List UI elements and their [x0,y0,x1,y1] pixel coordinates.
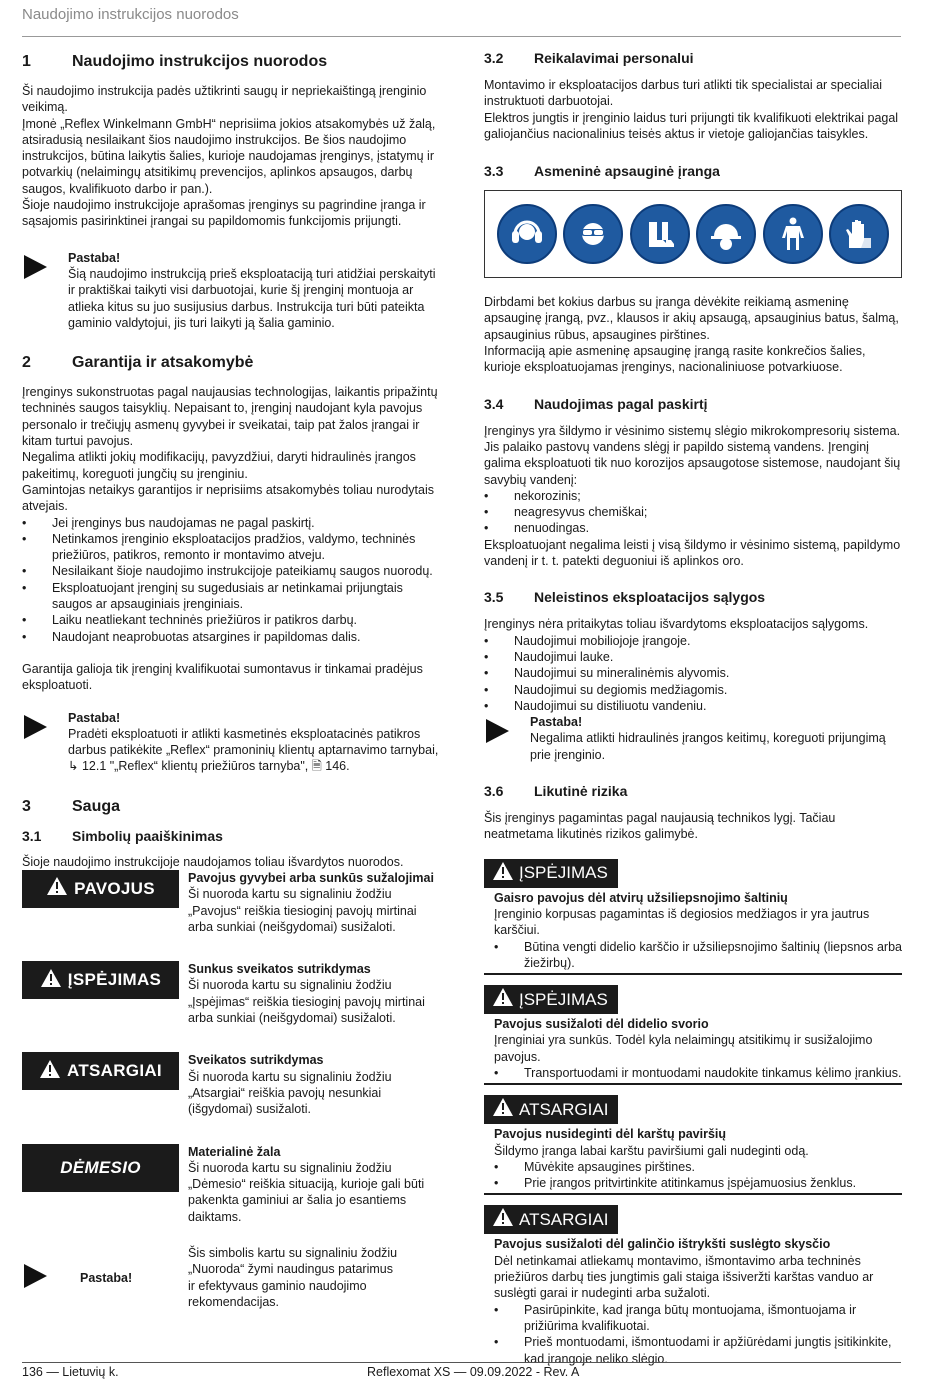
warning-text: Šildymo įranga labai karštu paviršiumi gali nudeginti odą. [494,1143,809,1158]
list-item: • Naudojimui su mineralinėmis alyvomis. [484,665,902,681]
warning-signal-box [484,859,618,888]
list-item: • Būtina vengti didelio karščio ir užsiliepsnojimo šaltinių (liepsnos arba žiežirbų). [494,939,902,972]
list-item: • Prie įrangos pritvirtinkite atitinkamus įspėjamuosius ženklus. [494,1175,902,1191]
signal-label-box [22,961,179,999]
document-version: Reflexomat XS — 09.09.2022 - Rev. A [367,1365,580,1379]
header-rule [22,36,901,37]
warning-rule [484,1083,902,1085]
list-item: • Transportuodami ir montuodami naudokite tinkamus kėlimo įrankius. [494,1065,902,1081]
warning-measures [494,1302,902,1367]
protective-clothing-icon [763,204,823,264]
section-number: 3.4 [484,395,504,412]
warning-triangle-icon [39,1059,61,1084]
section-3-heading [22,797,440,817]
paragraph: Ši naudojimo instrukcija padės užtikrinti saugų ir nepriekaištingą įrenginio veikimą. [22,84,427,115]
water-properties-list [484,488,902,537]
list-item: • Nesilaikant šioje naudojimo instrukcijoje pateikiamų saugos nuorodų. [22,563,440,579]
section-title: Asmeninė apsauginė įranga [534,163,720,180]
paragraph: Šioje naudojimo instrukcijoje naudojamos toliau išvardytos nuorodos. [22,854,404,869]
signal-word: ATSARGIAI [67,1061,162,1081]
list-item: • Mūvėkite apsaugines pirštines. [494,1159,902,1175]
page-number: 136 — Lietuvių k. [22,1365,119,1379]
note-text: Negalima atlikti hidraulinės įrangos keitimų, koreguoti prijungimą prie įrenginio. [530,731,886,762]
signal-label-box [22,1052,179,1090]
signal-label-box [22,870,179,908]
note-label-cell [22,1245,188,1310]
section-3-1-heading [22,827,440,845]
section-title: Neleistinos eksploatacijos sąlygos [534,589,766,606]
note-text: Šis simbolis kartu su signaliniu žodžiu „Nuoroda“ žymi naudingus patarimus ir efektyvaus gaminio naudojimo rekomendacijas. [188,1246,398,1309]
paragraph: Šioje naudojimo instrukcijoje aprašomas įrenginys su pagrindine įranga ir sąsajomis pasirinktinei įrangai su papildomomis funkcijomis prijungti. [22,198,426,229]
paragraph: Gamintojas netaikys garantijos ir neprisiims atsakomybės toliau nurodytais atvejais. [22,482,434,514]
helmet-icon [696,204,756,264]
signal-word: ATSARGIAI [519,1209,609,1229]
list-item: • Naudojimui su degiomis medžiagomis. [484,682,902,698]
signal-title: Materialinė žala [188,1144,281,1159]
warning-triangle-icon [40,968,62,993]
warning-triangle-icon [492,861,514,886]
running-header: Naudojimo instrukcijos nuorodos [22,6,239,23]
list-item: • neagresyvus chemiškai; [484,504,902,520]
caution-block [484,1205,902,1366]
section-number: 3.3 [484,163,504,180]
section-1-heading [22,52,440,72]
note-title: Pastaba! [68,710,121,725]
section-number: 3.2 [484,50,504,66]
left-column [22,44,440,1310]
section-2-heading [22,353,440,373]
warning-title: Pavojus susižaloti dėl didelio svorio [494,1017,709,1032]
right-column [484,44,902,1367]
note-arrow-icon [22,250,68,331]
warning-block [484,859,902,975]
warning-measures [494,1065,902,1081]
paragraph: Negalima atlikti jokių modifikacijų, pavyzdžiui, daryti hidraulinės įrangos pakeitimų, koreguoti jungčių su įrenginiu. [22,450,416,481]
section-number: 3.5 [484,589,504,606]
note-title: Pastaba! [530,715,583,730]
note-title: Pastaba! [68,250,121,265]
paragraph: Eksploatuojant negalima leisti į visą šildymo ir vėsinimo sistemą, papildymo vandenį ir t. t. patekti deguoniui iš aplinkos oro. [484,537,901,569]
warning-signal-box [484,985,618,1014]
signal-row-note [22,1245,440,1310]
list-item: • Naudojimui lauke. [484,649,902,665]
warning-title: Pavojus susižaloti dėl galinčio ištrykšti suslėgto skysčio [494,1237,831,1252]
warning-triangle-icon [46,876,68,901]
section-number: 1 [22,53,31,70]
section-title: Naudojimas pagal paskirtį [534,395,708,412]
section-title: Simbolių paaiškinimas [72,827,223,844]
section-title: Reikalavimai personalui [534,50,694,66]
warning-measures [494,1159,902,1192]
paragraph: Įrenginys nėra pritaikytas toliau išvardytoms eksploatacijos sąlygoms. [484,617,869,632]
section-3-2-heading [484,49,902,67]
warning-title: Pavojus nusideginti dėl karštų paviršių [494,1127,727,1142]
warning-text: Dėl netinkamai atliekamų montavimo, išmontavimo arba techninės priežiūros darbų ties jungtimis gali staiga išsiveržti karštas vanduo ar suslėgti garai ir nudeginti arba sužaloti. [494,1253,874,1301]
paragraph: Informaciją apie asmeninę apsauginę įrangą rasite konkrečios šalies, kurioje eksploatuojamas įrenginys, nacionaliniuose potvarkiuose. [484,344,866,375]
warning-triangle-icon [492,1207,514,1232]
list-item: • Naudojimui su distiliuotu vandeniu. [484,698,902,714]
list-item: • Naudojimui mobiliojoje įrangoje. [484,633,902,649]
signal-text: Ši nuoroda kartu su signaliniu žodžiu „Dėmesio“ reiškia situaciją, kurioje gali būti pakenkta gaminiui ar šalia jo esantiems daiktams. [188,1160,425,1224]
note-block [484,714,902,763]
safety-boots-icon [630,204,690,264]
signal-word: DĖMESIO [60,1157,141,1177]
signal-row-caution [22,1052,440,1117]
section-3-6-heading [484,782,902,800]
section-number: 3.1 [22,827,42,844]
signal-word: ĮSPĖJIMAS [519,863,608,883]
section-title: Naudojimo instrukcijos nuorodos [72,53,328,70]
liability-list [22,515,440,645]
warning-block [484,985,902,1085]
signal-text: Ši nuoroda kartu su signaliniu žodžiu „Atsargiai“ reiškia pavojų nesunkiai (išgydomai) susižaloti. [188,1069,392,1117]
caution-signal-box [484,1205,618,1234]
section-3-4-heading [484,395,902,413]
section-title: Likutinė rizika [534,783,628,800]
note-block [22,250,440,331]
signal-text: Ši nuoroda kartu su signaliniu žodžiu „Pavojus“ reiškia tiesioginį pavojų mirtinai arba sunkiai (neišgydomai) susižaloti. [188,887,417,934]
paragraph: Elektros jungtis ir įrenginio laidus turi prijungti tik kvalifikuoti elektrikai pagal galiojančius nacionalinius teisės aktus ir vietoje galiojančias taisykles. [484,110,899,141]
warning-triangle-icon [492,987,514,1012]
list-item: • Prieš montuodami, išmontuodami ir apžiūrėdami jungtis įsitikinkite, kad įrangoje neliko slėgio. [494,1334,902,1367]
prohibited-conditions-list [484,633,902,714]
paragraph: Dirbdami bet kokius darbus su įranga dėvėkite reikiamą asmeninę apsauginę įrangą, pvz., klausos ir akių apsaugą, apsauginius batus, šalmą, apsauginius rūbus, apsaugines pirštines. [484,295,899,342]
list-item: • Jei įrenginys bus naudojamas ne pagal paskirtį. [22,515,440,531]
warning-rule [484,973,902,975]
ppe-pictogram-strip [484,190,902,278]
list-item: • nenuodingas. [484,520,902,536]
section-3-3-heading [484,162,902,180]
warning-title: Gaisro pavojus dėl atvirų užsiliepsnojimo šaltinių [494,890,788,905]
section-3-5-heading [484,588,902,606]
list-item: • Netinkamos įrenginio eksploatacijos pradžios, valdymo, techninės priežiūros, patikros, remonto ir montavimo atveju. [22,531,440,564]
section-title: Garantija ir atsakomybė [72,354,254,372]
ear-protection-icon [497,204,557,264]
paragraph: Įrenginys sukonstruotas pagal naujausias technologijas, laikantis pripažintų techninės saugos taisyklių. Nepaisant to, įrenginį naudojant kyla pavojus personalo ir trečiųjų asmenų gyvybei ir sveikatai, taip pat žalos įrangai ir kitam turtui pavojus. [22,385,438,449]
caution-block [484,1095,902,1195]
paragraph: Šis įrenginys pagamintas pagal naujausią technikos lygį. Tačiau neatmetama likutinės rizikos galimybė. [484,811,836,842]
note-arrow-icon [22,1263,48,1292]
signal-word: ATSARGIAI [519,1099,609,1119]
signal-row-danger [22,870,440,935]
signal-row-warning [22,961,440,1026]
section-number: 3 [22,797,31,815]
note-text: Pradėti eksploatuoti ir atlikti kasmetinės eksploatacinės patikros darbus patikėkite „Reflex“ pramoninių klientų aptarnavimo tarnybai, ↳ 12.1 "„Reflex“ klientų priežiūros tarnyba", 🗎 146. [68,726,439,774]
list-item: • Laiku neatliekant techninės priežiūros ir patikros darbų. [22,612,440,628]
warning-rule [484,1193,902,1195]
warning-measures [494,939,902,972]
list-item: • Naudojant neaprobuotas atsargines ir papildomas dalis. [22,629,440,645]
section-number: 2 [22,354,31,372]
paragraph: Montavimo ir eksploatacijos darbus turi atlikti tik specialistai ar specialiai instruktuoti darbuotojai. [484,78,883,109]
signal-title: Pavojus gyvybei arba sunkūs sužalojimai [188,870,434,885]
note-arrow-icon [22,710,68,775]
note-block [22,710,440,775]
eye-protection-icon [563,204,623,264]
paragraph: Įrenginys yra šildymo ir vėsinimo sistemų slėgio mikrokompresorių sistema. Jis palaiko pastovų vandens slėgį ir papildo sistemą vandens. Įrenginį galima eksploatuoti tik nuo korozijos apsaugotose sistemose, naudojant šių savybių vandenį: [484,423,901,487]
signal-word: ĮSPĖJIMAS [67,970,162,990]
gloves-icon [829,204,889,264]
warning-text: Įrenginiai yra sunkūs. Todėl kyla nelaimingų atsitikimų ir susižalojimo pavojus. [494,1033,873,1064]
warning-triangle-icon [492,1097,514,1122]
caution-signal-box [484,1095,618,1124]
signal-row-notice [22,1144,440,1225]
warning-text: Įrenginio korpusas pagamintas iš degiosios medžiagos ir yra jautrus karščiui. [494,906,870,938]
list-item: • nekorozinis; [484,488,902,504]
footer-rule [22,1362,901,1363]
section-number: 3.6 [484,783,504,800]
section-title: Sauga [72,797,121,815]
note-label: Pastaba! [80,1270,133,1285]
signal-word: PAVOJUS [74,878,155,898]
paragraph: Garantija galioja tik įrenginį kvalifikuotai sumontavus ir tinkamai pradėjus eksploatuoti. [22,661,423,693]
note-arrow-icon [484,714,530,763]
list-item: • Pasirūpinkite, kad įranga būtų montuojama, išmontuojama ir prižiūrima kvalifikuotai. [494,1302,902,1335]
signal-text: Ši nuoroda kartu su signaliniu žodžiu „Įspėjimas“ reiškia tiesioginį pavojų mirtinai arba sunkiai (neišgydomai) susižaloti. [188,978,425,1026]
signal-title: Sveikatos sutrikdymas [188,1053,324,1068]
list-item: • Eksploatuojant įrenginį su sugedusiais ar netinkamai prijungtais saugos ar apsauginiais įrenginiais. [22,580,440,613]
signal-title: Sunkus sveikatos sutrikdymas [188,962,371,977]
paragraph: Įmonė „Reflex Winkelmann GmbH“ neprisiima jokios atsakomybės už žalą, atsiradusią nesilaikant šios naudojimo instrukcijos. Be šios naudojimo instrukcijos, būtina laikytis šalies, kurioje naudojamas įrenginys, įstatymų ir potvarkių (nelaimingų atsitikimų prevencijos, aplinkos apsaugos, darbų saugos, kvalifikuoto darbo ir pan.). [22,116,436,196]
signal-label-box [22,1144,179,1192]
signal-word: ĮSPĖJIMAS [519,989,608,1009]
note-text: Šią naudojimo instrukciją prieš eksploataciją turi atidžiai perskaityti ir praktiškai taikyti visi darbuotojai, kurie šį įrenginį montuoja ar atlieka kitus su juo susijusius darbus. Instrukcija turi būti pateikta gaminio valdytojui, jis turi laikyti ją šalia gaminio. [68,266,436,330]
